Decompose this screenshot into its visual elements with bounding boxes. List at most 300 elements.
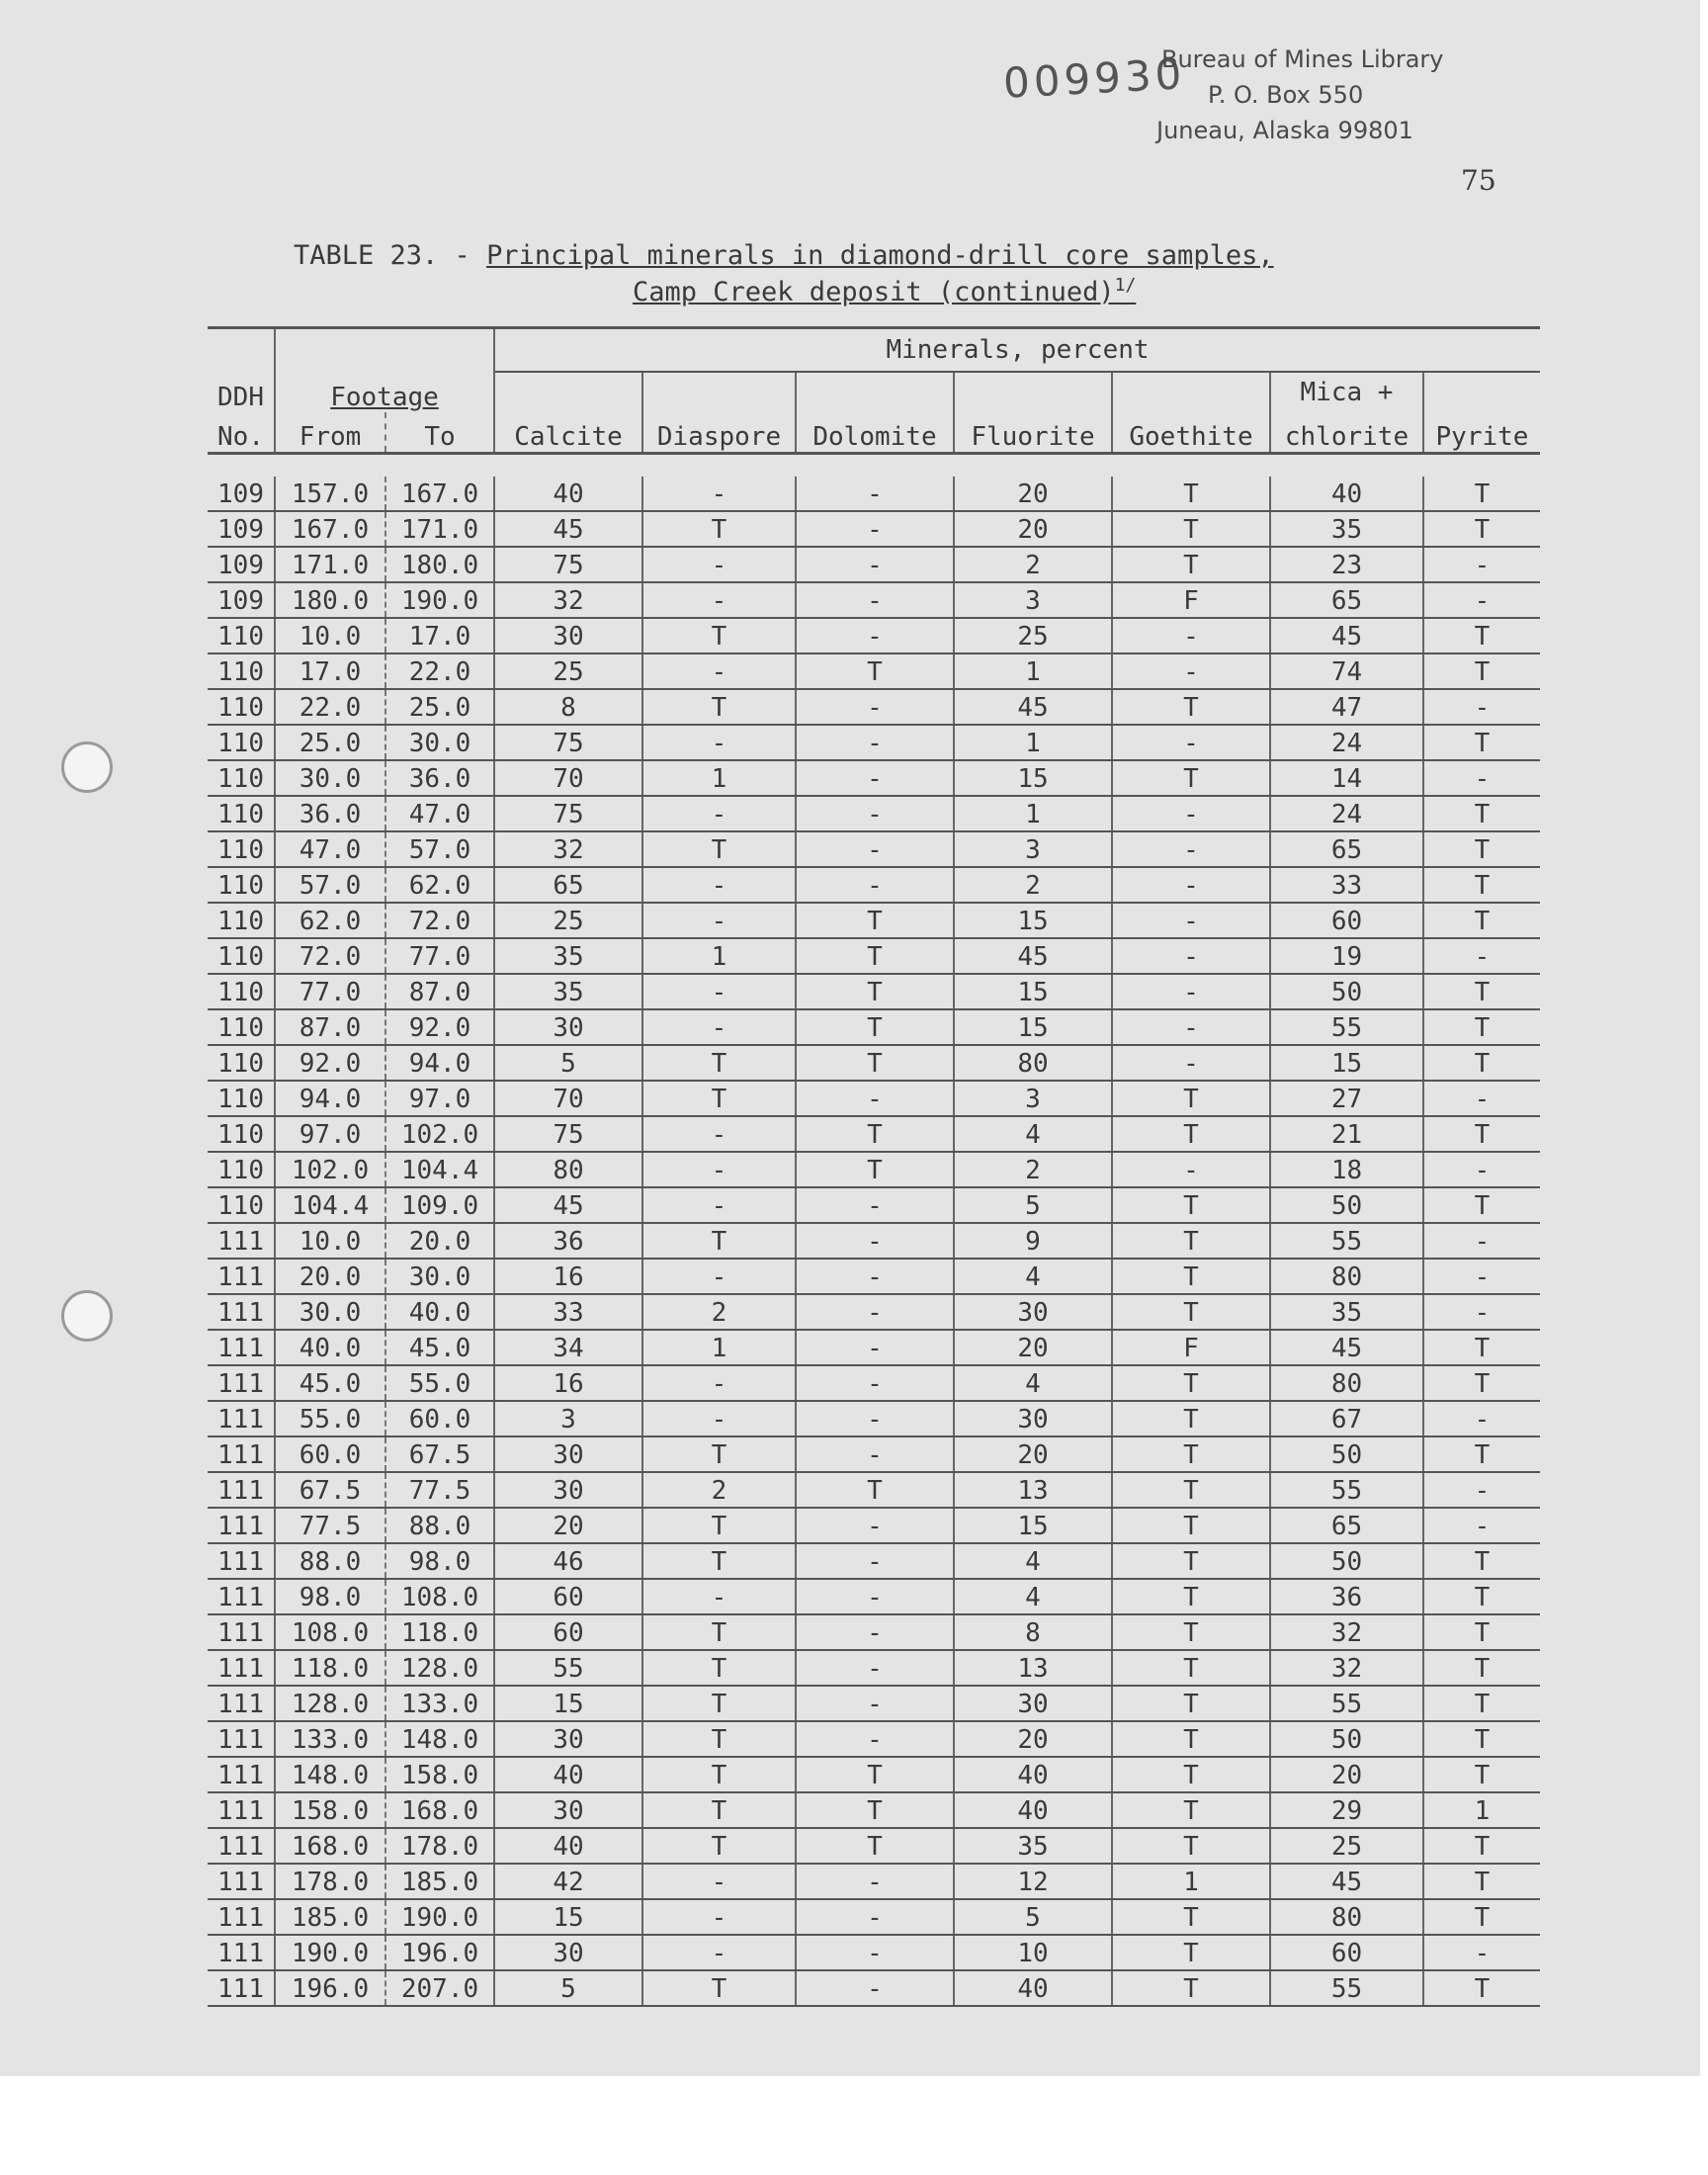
cell-to: 57.0 xyxy=(385,831,494,867)
cell-ddh: 111 xyxy=(208,1330,275,1365)
cell-to: 98.0 xyxy=(385,1543,494,1579)
cell-from: 92.0 xyxy=(275,1045,385,1081)
cell-mica-chlorite: 50 xyxy=(1270,1436,1423,1472)
cell-ddh: 110 xyxy=(208,796,275,831)
cell-from: 25.0 xyxy=(275,725,385,760)
cell-mica-chlorite: 36 xyxy=(1270,1579,1423,1614)
cell-pyrite: T xyxy=(1423,1757,1540,1792)
cell-fluorite: 1 xyxy=(954,725,1112,760)
table-row xyxy=(208,725,1540,760)
punch-hole xyxy=(61,741,113,793)
cell-ddh: 110 xyxy=(208,689,275,725)
cell-dolomite: - xyxy=(796,725,954,760)
cell-ddh: 110 xyxy=(208,974,275,1009)
cell-fluorite: 4 xyxy=(954,1259,1112,1294)
cell-goethite: T xyxy=(1112,1614,1270,1650)
cell-diaspore: T xyxy=(642,1081,796,1116)
cell-from: 10.0 xyxy=(275,618,385,653)
cell-pyrite: T xyxy=(1423,1650,1540,1686)
cell-ddh: 111 xyxy=(208,1294,275,1330)
header-chlorite: chlorite xyxy=(1270,412,1423,454)
cell-diaspore: - xyxy=(642,547,796,582)
cell-pyrite: T xyxy=(1423,1721,1540,1757)
cell-fluorite: 40 xyxy=(954,1757,1112,1792)
table-row xyxy=(208,1828,1540,1864)
cell-goethite: T xyxy=(1112,1294,1270,1330)
cell-calcite: 30 xyxy=(494,1436,642,1472)
cell-mica-chlorite: 32 xyxy=(1270,1650,1423,1686)
cell-calcite: 75 xyxy=(494,796,642,831)
cell-to: 109.0 xyxy=(385,1187,494,1223)
cell-from: 196.0 xyxy=(275,1970,385,2006)
minerals-table xyxy=(208,326,1540,2007)
cell-calcite: 30 xyxy=(494,1472,642,1508)
cell-to: 128.0 xyxy=(385,1650,494,1686)
cell-mica-chlorite: 80 xyxy=(1270,1899,1423,1935)
header-from: From xyxy=(275,412,385,454)
cell-mica-chlorite: 35 xyxy=(1270,1294,1423,1330)
cell-calcite: 70 xyxy=(494,760,642,796)
cell-diaspore: T xyxy=(642,689,796,725)
cell-from: 77.0 xyxy=(275,974,385,1009)
cell-pyrite: - xyxy=(1423,1508,1540,1543)
cell-goethite: - xyxy=(1112,725,1270,760)
header-no: No. xyxy=(208,412,275,454)
cell-dolomite: - xyxy=(796,1365,954,1401)
cell-goethite: T xyxy=(1112,1116,1270,1152)
cell-mica-chlorite: 60 xyxy=(1270,903,1423,938)
cell-fluorite: 13 xyxy=(954,1650,1112,1686)
cell-diaspore: - xyxy=(642,1009,796,1045)
cell-diaspore: T xyxy=(642,1792,796,1828)
cell-fluorite: 20 xyxy=(954,477,1112,511)
cell-diaspore: T xyxy=(642,1614,796,1650)
cell-pyrite: T xyxy=(1423,618,1540,653)
table-row xyxy=(208,903,1540,938)
cell-ddh: 111 xyxy=(208,1223,275,1259)
cell-diaspore: T xyxy=(642,1508,796,1543)
cell-goethite: T xyxy=(1112,1828,1270,1864)
cell-pyrite: T xyxy=(1423,1970,1540,2006)
header-dolomite: Dolomite xyxy=(796,412,954,454)
cell-diaspore: 2 xyxy=(642,1294,796,1330)
cell-goethite: - xyxy=(1112,618,1270,653)
table-row xyxy=(208,1579,1540,1614)
cell-fluorite: 30 xyxy=(954,1294,1112,1330)
cell-pyrite: T xyxy=(1423,1436,1540,1472)
cell-to: 190.0 xyxy=(385,1899,494,1935)
cell-fluorite: 3 xyxy=(954,582,1112,618)
cell-goethite: F xyxy=(1112,1330,1270,1365)
cell-fluorite: 4 xyxy=(954,1365,1112,1401)
cell-to: 180.0 xyxy=(385,547,494,582)
cell-mica-chlorite: 47 xyxy=(1270,689,1423,725)
cell-pyrite: T xyxy=(1423,1187,1540,1223)
cell-mica-chlorite: 80 xyxy=(1270,1365,1423,1401)
footnote-ref: 1/ xyxy=(1114,275,1137,296)
cell-ddh: 111 xyxy=(208,1614,275,1650)
cell-mica-chlorite: 50 xyxy=(1270,1187,1423,1223)
cell-from: 57.0 xyxy=(275,867,385,903)
cell-dolomite: - xyxy=(796,867,954,903)
cell-mica-chlorite: 21 xyxy=(1270,1116,1423,1152)
table-row xyxy=(208,1935,1540,1970)
cell-dolomite: - xyxy=(796,511,954,547)
cell-mica-chlorite: 45 xyxy=(1270,1864,1423,1899)
cell-mica-chlorite: 33 xyxy=(1270,867,1423,903)
cell-pyrite: T xyxy=(1423,1864,1540,1899)
cell-to: 40.0 xyxy=(385,1294,494,1330)
cell-to: 77.5 xyxy=(385,1472,494,1508)
cell-mica-chlorite: 55 xyxy=(1270,1686,1423,1721)
cell-to: 22.0 xyxy=(385,653,494,689)
cell-dolomite: - xyxy=(796,582,954,618)
cell-from: 102.0 xyxy=(275,1152,385,1187)
cell-goethite: T xyxy=(1112,1365,1270,1401)
cell-from: 30.0 xyxy=(275,760,385,796)
cell-diaspore: T xyxy=(642,1721,796,1757)
cell-from: 133.0 xyxy=(275,1721,385,1757)
cell-to: 20.0 xyxy=(385,1223,494,1259)
cell-from: 10.0 xyxy=(275,1223,385,1259)
cell-calcite: 36 xyxy=(494,1223,642,1259)
cell-from: 108.0 xyxy=(275,1614,385,1650)
cell-to: 47.0 xyxy=(385,796,494,831)
table-row xyxy=(208,511,1540,547)
table-row xyxy=(208,689,1540,725)
table-row xyxy=(208,1543,1540,1579)
cell-from: 20.0 xyxy=(275,1259,385,1294)
header-calcite: Calcite xyxy=(494,412,642,454)
table-row xyxy=(208,1045,1540,1081)
cell-fluorite: 15 xyxy=(954,1009,1112,1045)
header-minerals-group: Minerals, percent xyxy=(494,328,1540,373)
accession-number: 009930 xyxy=(1001,49,1187,108)
cell-diaspore: - xyxy=(642,1899,796,1935)
cell-fluorite: 9 xyxy=(954,1223,1112,1259)
cell-ddh: 111 xyxy=(208,1899,275,1935)
cell-mica-chlorite: 55 xyxy=(1270,1223,1423,1259)
cell-from: 190.0 xyxy=(275,1935,385,1970)
header-to: To xyxy=(385,412,494,454)
cell-mica-chlorite: 24 xyxy=(1270,725,1423,760)
cell-diaspore: - xyxy=(642,903,796,938)
cell-diaspore: T xyxy=(642,1543,796,1579)
cell-calcite: 45 xyxy=(494,511,642,547)
cell-from: 157.0 xyxy=(275,477,385,511)
cell-dolomite: - xyxy=(796,1436,954,1472)
cell-fluorite: 3 xyxy=(954,831,1112,867)
cell-to: 207.0 xyxy=(385,1970,494,2006)
cell-goethite: F xyxy=(1112,582,1270,618)
cell-goethite: T xyxy=(1112,1081,1270,1116)
cell-diaspore: T xyxy=(642,1970,796,2006)
cell-dolomite: - xyxy=(796,1401,954,1436)
cell-dolomite: - xyxy=(796,1686,954,1721)
cell-from: 47.0 xyxy=(275,831,385,867)
cell-diaspore: T xyxy=(642,1650,796,1686)
cell-fluorite: 2 xyxy=(954,867,1112,903)
cell-mica-chlorite: 27 xyxy=(1270,1081,1423,1116)
cell-goethite: - xyxy=(1112,1152,1270,1187)
cell-ddh: 111 xyxy=(208,1436,275,1472)
cell-diaspore: - xyxy=(642,1579,796,1614)
cell-goethite: T xyxy=(1112,1579,1270,1614)
cell-from: 22.0 xyxy=(275,689,385,725)
cell-ddh: 111 xyxy=(208,1970,275,2006)
table-row xyxy=(208,796,1540,831)
cell-dolomite: T xyxy=(796,1152,954,1187)
cell-dolomite: - xyxy=(796,1650,954,1686)
cell-from: 40.0 xyxy=(275,1330,385,1365)
cell-from: 178.0 xyxy=(275,1864,385,1899)
cell-goethite: T xyxy=(1112,1508,1270,1543)
cell-dolomite: - xyxy=(796,1864,954,1899)
cell-pyrite: - xyxy=(1423,689,1540,725)
cell-goethite: T xyxy=(1112,1223,1270,1259)
cell-ddh: 109 xyxy=(208,582,275,618)
cell-dolomite: - xyxy=(796,1899,954,1935)
cell-fluorite: 1 xyxy=(954,796,1112,831)
cell-fluorite: 40 xyxy=(954,1792,1112,1828)
cell-diaspore: T xyxy=(642,831,796,867)
table-row xyxy=(208,867,1540,903)
cell-ddh: 111 xyxy=(208,1686,275,1721)
cell-fluorite: 2 xyxy=(954,547,1112,582)
cell-to: 87.0 xyxy=(385,974,494,1009)
cell-to: 55.0 xyxy=(385,1365,494,1401)
cell-to: 77.0 xyxy=(385,938,494,974)
cell-calcite: 15 xyxy=(494,1686,642,1721)
cell-calcite: 55 xyxy=(494,1650,642,1686)
cell-goethite: T xyxy=(1112,1686,1270,1721)
table-row xyxy=(208,582,1540,618)
cell-diaspore: 1 xyxy=(642,760,796,796)
table-row xyxy=(208,1508,1540,1543)
cell-mica-chlorite: 40 xyxy=(1270,477,1423,511)
table-row xyxy=(208,1187,1540,1223)
cell-dolomite: - xyxy=(796,1935,954,1970)
cell-from: 67.5 xyxy=(275,1472,385,1508)
cell-calcite: 25 xyxy=(494,903,642,938)
cell-dolomite: - xyxy=(796,689,954,725)
cell-goethite: - xyxy=(1112,1045,1270,1081)
cell-fluorite: 15 xyxy=(954,903,1112,938)
cell-fluorite: 5 xyxy=(954,1899,1112,1935)
cell-from: 128.0 xyxy=(275,1686,385,1721)
cell-mica-chlorite: 65 xyxy=(1270,1508,1423,1543)
cell-pyrite: T xyxy=(1423,1828,1540,1864)
cell-mica-chlorite: 45 xyxy=(1270,618,1423,653)
cell-goethite: T xyxy=(1112,760,1270,796)
table-row xyxy=(208,1365,1540,1401)
cell-goethite: 1 xyxy=(1112,1864,1270,1899)
cell-from: 158.0 xyxy=(275,1792,385,1828)
cell-mica-chlorite: 45 xyxy=(1270,1330,1423,1365)
cell-ddh: 111 xyxy=(208,1472,275,1508)
cell-calcite: 45 xyxy=(494,1187,642,1223)
cell-to: 108.0 xyxy=(385,1579,494,1614)
cell-fluorite: 25 xyxy=(954,618,1112,653)
cell-mica-chlorite: 67 xyxy=(1270,1401,1423,1436)
table-row xyxy=(208,1899,1540,1935)
table-row xyxy=(208,1330,1540,1365)
cell-to: 36.0 xyxy=(385,760,494,796)
cell-goethite: T xyxy=(1112,1259,1270,1294)
table-row xyxy=(208,1081,1540,1116)
cell-goethite: - xyxy=(1112,653,1270,689)
cell-mica-chlorite: 15 xyxy=(1270,1045,1423,1081)
cell-pyrite: T xyxy=(1423,1686,1540,1721)
cell-mica-chlorite: 23 xyxy=(1270,547,1423,582)
table-row xyxy=(208,1650,1540,1686)
cell-pyrite: - xyxy=(1423,1081,1540,1116)
cell-dolomite: - xyxy=(796,1543,954,1579)
table-row xyxy=(208,653,1540,689)
cell-from: 55.0 xyxy=(275,1401,385,1436)
cell-goethite: - xyxy=(1112,831,1270,867)
table-subtitle xyxy=(633,275,1136,307)
header-diaspore: Diaspore xyxy=(642,412,796,454)
cell-ddh: 110 xyxy=(208,1045,275,1081)
cell-calcite: 42 xyxy=(494,1864,642,1899)
cell-dolomite: - xyxy=(796,618,954,653)
cell-ddh: 110 xyxy=(208,938,275,974)
table-row xyxy=(208,1401,1540,1436)
cell-mica-chlorite: 65 xyxy=(1270,831,1423,867)
cell-ddh: 111 xyxy=(208,1935,275,1970)
cell-diaspore: T xyxy=(642,1828,796,1864)
cell-from: 72.0 xyxy=(275,938,385,974)
table-row xyxy=(208,1792,1540,1828)
cell-calcite: 3 xyxy=(494,1401,642,1436)
cell-goethite: - xyxy=(1112,1009,1270,1045)
cell-goethite: T xyxy=(1112,1899,1270,1935)
cell-to: 25.0 xyxy=(385,689,494,725)
cell-dolomite: - xyxy=(796,1081,954,1116)
header-gap xyxy=(208,454,1540,478)
cell-diaspore: 1 xyxy=(642,1330,796,1365)
cell-mica-chlorite: 35 xyxy=(1270,511,1423,547)
cell-from: 168.0 xyxy=(275,1828,385,1864)
cell-ddh: 111 xyxy=(208,1757,275,1792)
cell-diaspore: - xyxy=(642,477,796,511)
cell-goethite: - xyxy=(1112,903,1270,938)
cell-calcite: 75 xyxy=(494,547,642,582)
table-row xyxy=(208,974,1540,1009)
header-ddh: DDH xyxy=(217,383,264,412)
spacer xyxy=(954,372,1112,412)
cell-pyrite: - xyxy=(1423,1223,1540,1259)
cell-ddh: 110 xyxy=(208,1081,275,1116)
cell-to: 190.0 xyxy=(385,582,494,618)
table-row xyxy=(208,1009,1540,1045)
cell-mica-chlorite: 32 xyxy=(1270,1614,1423,1650)
table-row xyxy=(208,1436,1540,1472)
cell-pyrite: T xyxy=(1423,653,1540,689)
cell-diaspore: - xyxy=(642,796,796,831)
cell-calcite: 65 xyxy=(494,867,642,903)
cell-dolomite: - xyxy=(796,1294,954,1330)
cell-from: 45.0 xyxy=(275,1365,385,1401)
header-pyrite: Pyrite xyxy=(1435,422,1529,452)
cell-to: 102.0 xyxy=(385,1116,494,1152)
cell-diaspore: - xyxy=(642,1259,796,1294)
table-row xyxy=(208,477,1540,511)
cell-fluorite: 8 xyxy=(954,1614,1112,1650)
cell-diaspore: T xyxy=(642,511,796,547)
col-footage xyxy=(275,328,494,413)
cell-ddh: 110 xyxy=(208,653,275,689)
cell-pyrite: T xyxy=(1423,831,1540,867)
cell-to: 72.0 xyxy=(385,903,494,938)
cell-fluorite: 3 xyxy=(954,1081,1112,1116)
cell-diaspore: - xyxy=(642,1935,796,1970)
cell-ddh: 111 xyxy=(208,1508,275,1543)
cell-calcite: 20 xyxy=(494,1508,642,1543)
cell-calcite: 40 xyxy=(494,477,642,511)
cell-goethite: - xyxy=(1112,974,1270,1009)
cell-pyrite: T xyxy=(1423,1899,1540,1935)
table-row xyxy=(208,938,1540,974)
cell-to: 167.0 xyxy=(385,477,494,511)
cell-ddh: 109 xyxy=(208,477,275,511)
cell-pyrite: - xyxy=(1423,1401,1540,1436)
cell-pyrite: T xyxy=(1423,796,1540,831)
cell-mica-chlorite: 65 xyxy=(1270,582,1423,618)
cell-mica-chlorite: 55 xyxy=(1270,1970,1423,2006)
table-row xyxy=(208,1259,1540,1294)
cell-fluorite: 20 xyxy=(954,1721,1112,1757)
cell-diaspore: T xyxy=(642,1223,796,1259)
cell-to: 168.0 xyxy=(385,1792,494,1828)
cell-to: 118.0 xyxy=(385,1614,494,1650)
cell-pyrite: T xyxy=(1423,1365,1540,1401)
cell-ddh: 111 xyxy=(208,1259,275,1294)
cell-calcite: 80 xyxy=(494,1152,642,1187)
cell-to: 94.0 xyxy=(385,1045,494,1081)
cell-calcite: 40 xyxy=(494,1757,642,1792)
cell-dolomite: T xyxy=(796,1472,954,1508)
cell-pyrite: - xyxy=(1423,582,1540,618)
cell-calcite: 34 xyxy=(494,1330,642,1365)
cell-mica-chlorite: 74 xyxy=(1270,653,1423,689)
cell-dolomite: T xyxy=(796,1009,954,1045)
cell-pyrite: - xyxy=(1423,547,1540,582)
table-label: TABLE 23. - xyxy=(294,240,487,271)
cell-calcite: 5 xyxy=(494,1045,642,1081)
cell-from: 171.0 xyxy=(275,547,385,582)
cell-pyrite: T xyxy=(1423,477,1540,511)
spacer xyxy=(1112,372,1270,412)
cell-dolomite: - xyxy=(796,547,954,582)
cell-fluorite: 2 xyxy=(954,1152,1112,1187)
cell-goethite: T xyxy=(1112,1935,1270,1970)
cell-calcite: 32 xyxy=(494,831,642,867)
cell-dolomite: - xyxy=(796,796,954,831)
table-row xyxy=(208,1152,1540,1187)
cell-to: 158.0 xyxy=(385,1757,494,1792)
cell-ddh: 110 xyxy=(208,903,275,938)
cell-diaspore: T xyxy=(642,1436,796,1472)
cell-pyrite: - xyxy=(1423,1472,1540,1508)
cell-pyrite: - xyxy=(1423,1294,1540,1330)
cell-goethite: T xyxy=(1112,1757,1270,1792)
library-city: Juneau, Alaska 99801 xyxy=(1156,117,1413,144)
cell-from: 148.0 xyxy=(275,1757,385,1792)
cell-mica-chlorite: 19 xyxy=(1270,938,1423,974)
table-row xyxy=(208,831,1540,867)
